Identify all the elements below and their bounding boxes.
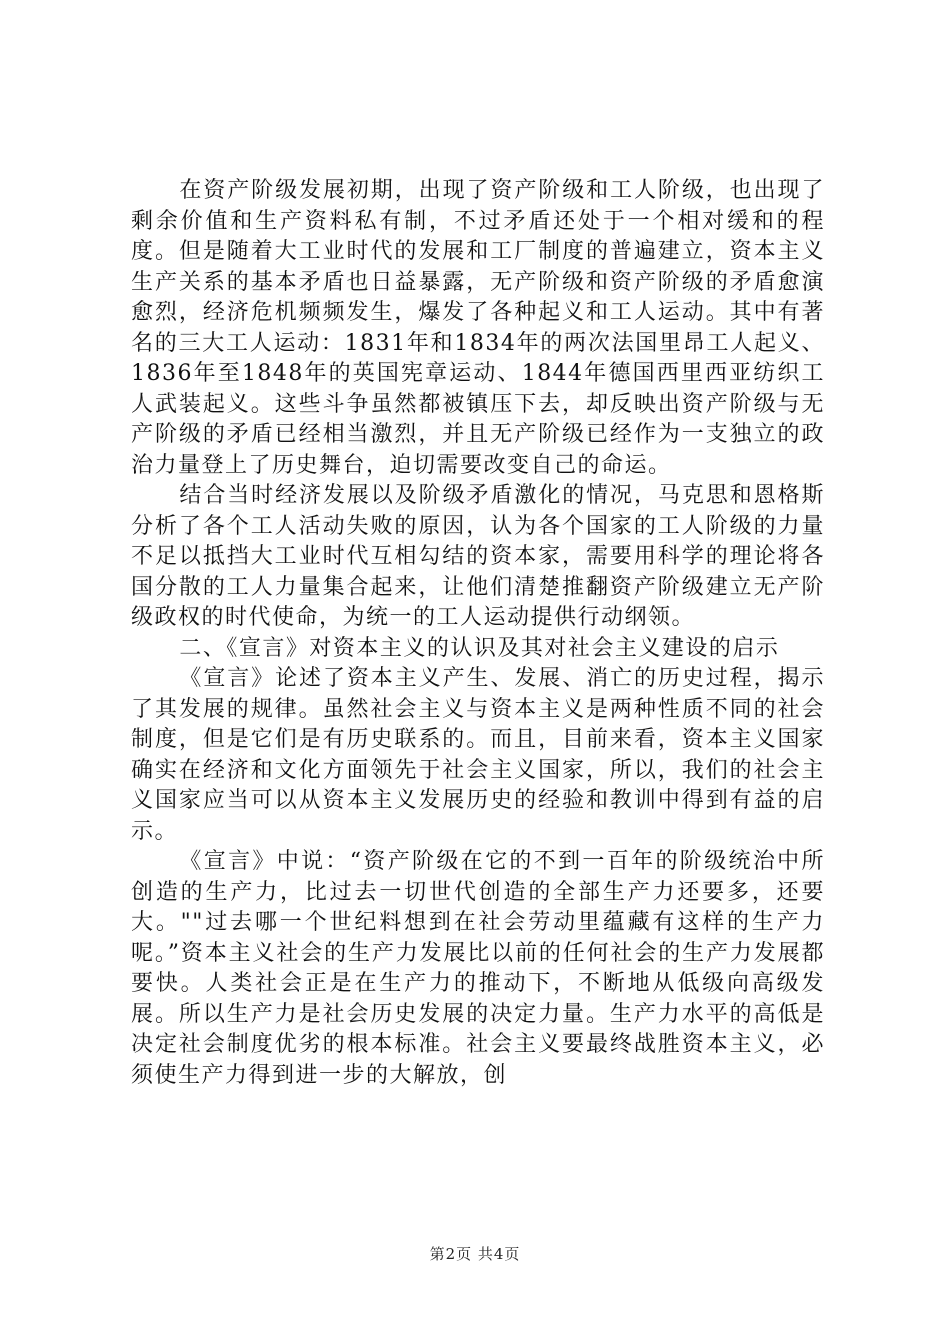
paragraph-manifesto-history: 《宣言》论述了资本主义产生、发展、消亡的历史过程，揭示了其发展的规律。虽然社会主义与资本主义是两种性质不同的社会制度，但是它们是有历史联系的。而且，目前来看，资本主义国家确实在经济和文化方面领先于社会主义国家，所以，我们的社会主义国家应当可以从资本主义发展历史的经验和教训中得到有益的启示。 [131,666,825,844]
paragraph-marx-engels-analysis: 结合当时经济发展以及阶级矛盾激化的情况，马克思和恩格斯分析了各个工人活动失败的原因，认为各个国家的工人阶级的力量不足以抵挡大工业时代互相勾结的资本家，需要用科学的理论将各国分散的工人力量集合起来，让他们清楚推翻资产阶级建立无产阶级政权的时代使命，为统一的工人运动提供行动纲领。 [131,483,825,630]
paragraph-early-capitalism: 在资产阶级发展初期，出现了资产阶级和工人阶级，也出现了剩余价值和生产资料私有制，不过矛盾还处于一个相对缓和的程度。但是随着大工业时代的发展和工厂制度的普遍建立，资本主义生产关系的基本矛盾也日益暴露，无产阶级和资产阶级的矛盾愈演愈烈，经济危机频频发生，爆发了各种起义和工人运动。其中有著名的三大工人运动：1831年和1834年的两次法国里昂工人起义、1836年至1848年的英国宪章运动、1844年德国西里西亚纺织工人武装起义。这些斗争虽然都被镇压下去，却反映出资产阶级与无产阶级的矛盾已经相当激烈，并且无产阶级已经作为一支独立的政治力量登上了历史舞台，迫切需要改变自己的命运。 [131,178,825,478]
paragraph-productive-forces: 《宣言》中说：“资产阶级在它的不到一百年的阶级统治中所创造的生产力，比过去一切世代创造的全部生产力还要多，还要大。""过去哪一个世纪料想到在社会劳动里蕴藏有这样的生产力呢。”资本主义社会的生产力发展比以前的任何社会的生产力发展都要快。人类社会正是在生产力的推动下，不断地从低级向高级发展。所以生产力是社会历史发展的决定力量。生产力水平的高低是决定社会制度优劣的根本标准。社会主义要最终战胜资本主义，必须使生产力得到进一步的大解放，创 [131,849,825,1088]
section-heading: 二、《宣言》对资本主义的认识及其对社会主义建设的启示 [179,635,780,661]
document-body [131,176,825,1091]
page-footer: 第2页 共4页 [429,1245,521,1263]
